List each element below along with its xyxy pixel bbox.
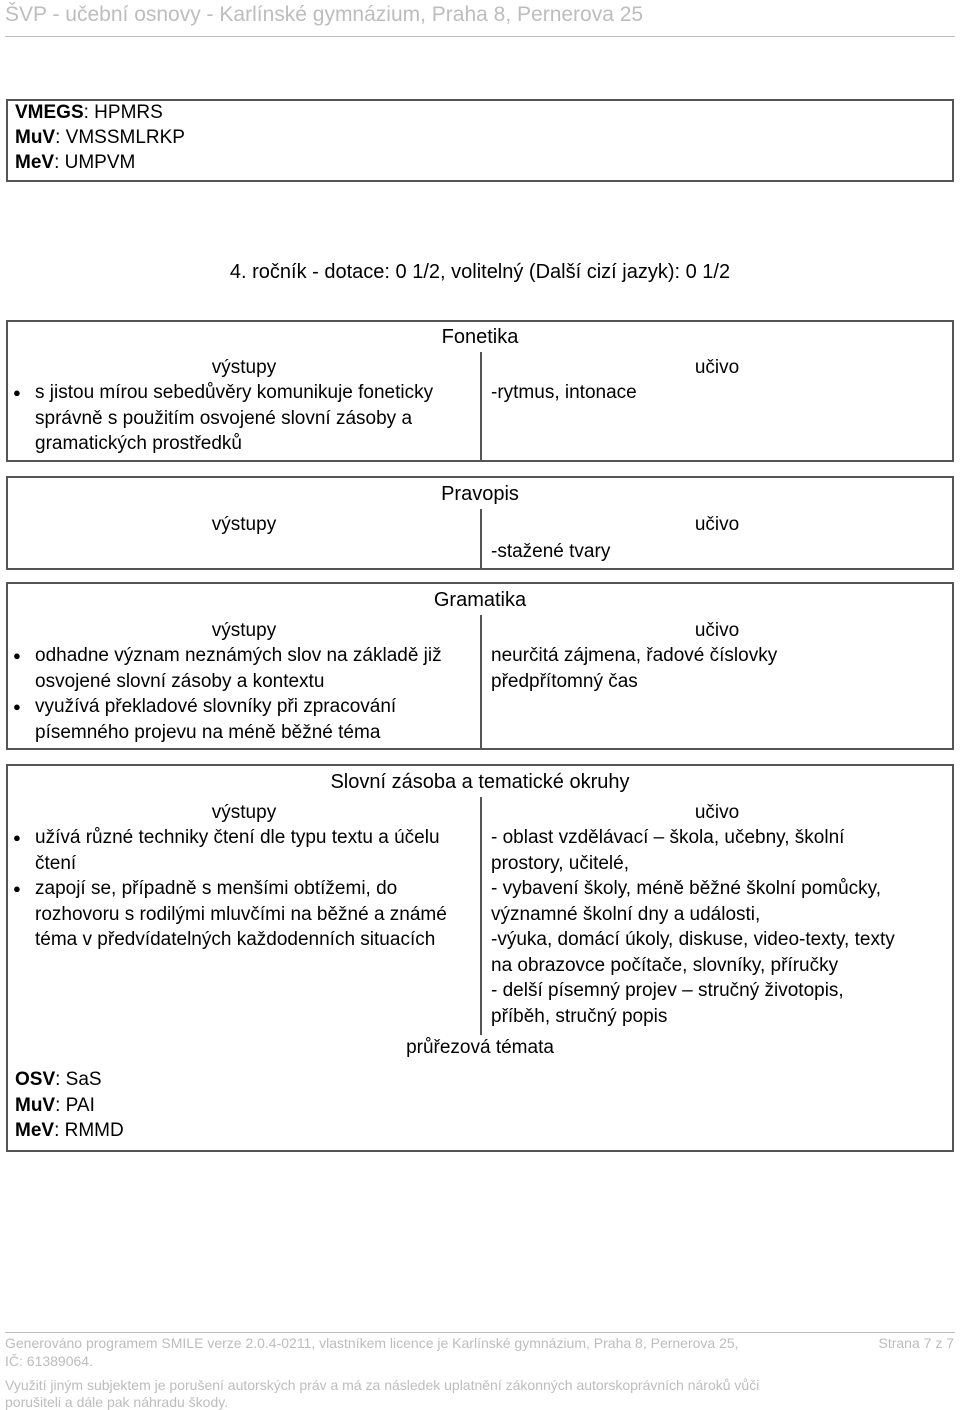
footer-generated-by: Generováno programem SMILE verze 2.0.4-0211, vlastníkem licence je Karlínské gymnázium, Praha 8, Pernerova 25, bbox=[5, 1335, 739, 1351]
section-pravopis bbox=[6, 476, 954, 570]
cross-topics-header: průřezová témata bbox=[406, 1037, 554, 1058]
content-item: neurčitá zájmena, řadové číslovky bbox=[491, 645, 778, 666]
content-item: -stažené tvary bbox=[491, 541, 611, 562]
list-item: ● s jistou mírou sebedůvěry komunikuje foneticky správně s použitím osvojené slovní zásoby a gramatických prostředků bbox=[13, 380, 480, 457]
content-header: učivo bbox=[694, 802, 740, 823]
page-header-title: ŠVP - učební osnovy - Karlínské gymnázium, Praha 8, Pernerova 25 bbox=[5, 3, 644, 26]
outputs-list bbox=[8, 380, 480, 457]
list-item: ● užívá různé techniky čtení dle typu textu a účelu čtení bbox=[13, 825, 480, 876]
content-item: - delší písemný projev – stručný životopis, bbox=[491, 980, 844, 1001]
section-fonetika bbox=[6, 320, 954, 462]
cross-topic-line: MeV: RMMD bbox=[15, 1120, 124, 1141]
outputs-column bbox=[8, 352, 482, 460]
outputs-header: výstupy bbox=[211, 802, 277, 823]
content-item: významné školní dny a události, bbox=[491, 903, 761, 925]
footer-copyright: Využití jiným subjektem je porušení autorských práv a má za následek uplatnění zákonných autorskoprávních nároků vůči bbox=[5, 1377, 760, 1393]
list-item: ● odhadne význam neznámých slov na základě již osvojené slovní zásoby a kontextu bbox=[13, 643, 480, 694]
content-column bbox=[482, 797, 952, 1035]
list-item: ● využívá překladové slovníky při zpracování písemného projevu na méně běžné téma bbox=[13, 694, 480, 745]
outputs-list bbox=[8, 825, 480, 953]
section-gramatika bbox=[6, 582, 954, 750]
outputs-list bbox=[8, 643, 480, 745]
section-title: Slovní zásoba a tematické okruhy bbox=[330, 771, 630, 793]
content-column bbox=[482, 352, 952, 460]
cross-topic-line: OSV: SaS bbox=[15, 1069, 102, 1090]
section-title: Gramatika bbox=[433, 589, 527, 611]
cross-topics-box-top bbox=[6, 99, 954, 182]
content-item: -výuka, domácí úkoly, diskuse, video-texty, texty bbox=[491, 929, 895, 950]
cross-topic-line: VMEGS: HPMRS bbox=[15, 102, 163, 123]
content-item: - oblast vzdělávací – škola, učebny, školní bbox=[491, 827, 845, 848]
outputs-header: výstupy bbox=[211, 620, 277, 641]
section-slovni-zasoba bbox=[6, 764, 954, 1152]
outputs-header: výstupy bbox=[211, 514, 277, 535]
footer-divider bbox=[5, 1332, 955, 1333]
outputs-header: výstupy bbox=[211, 357, 277, 378]
outputs-column bbox=[8, 797, 482, 1035]
cross-topics-block bbox=[8, 1035, 952, 1150]
content-header: učivo bbox=[694, 620, 740, 641]
year-heading: 4. ročník - dotace: 0 1/2, volitelný (Další cizí jazyk): 0 1/2 bbox=[229, 261, 731, 283]
content-item: na obrazovce počítače, slovníky, příručky bbox=[491, 954, 839, 976]
cross-topic-line: MuV: PAI bbox=[15, 1094, 95, 1116]
content-column bbox=[482, 615, 952, 748]
footer-page-number: Strana 7 z 7 bbox=[878, 1335, 954, 1351]
outputs-column bbox=[8, 615, 482, 748]
footer-ic: IČ: 61389064. bbox=[5, 1353, 93, 1369]
content-header: učivo bbox=[694, 357, 740, 378]
content-column bbox=[482, 509, 952, 568]
cross-topic-line: MuV: VMSSMLRKP bbox=[15, 127, 185, 148]
header-divider bbox=[5, 36, 955, 37]
content-item: příběh, stručný popis bbox=[491, 1005, 668, 1027]
section-title: Fonetika bbox=[441, 326, 519, 348]
footer-copyright-cont: porušiteli a dále pak náhradu škody. bbox=[5, 1394, 229, 1410]
section-title: Pravopis bbox=[441, 483, 519, 505]
outputs-column bbox=[8, 509, 482, 568]
content-item: -rytmus, intonace bbox=[491, 382, 637, 403]
content-item: - vybavení školy, méně běžné školní pomůcky, bbox=[491, 878, 882, 899]
content-header: učivo bbox=[694, 514, 740, 535]
cross-topic-line: MeV: UMPVM bbox=[15, 152, 136, 173]
content-item: prostory, učitelé, bbox=[491, 852, 629, 874]
list-item: ● zapojí se, případně s menšími obtížemi, do rozhovoru s rodilými mluvčími na běžné a známé téma v předvídatelných každodenních situacích bbox=[13, 876, 480, 953]
content-item: předpřítomný čas bbox=[491, 670, 638, 692]
